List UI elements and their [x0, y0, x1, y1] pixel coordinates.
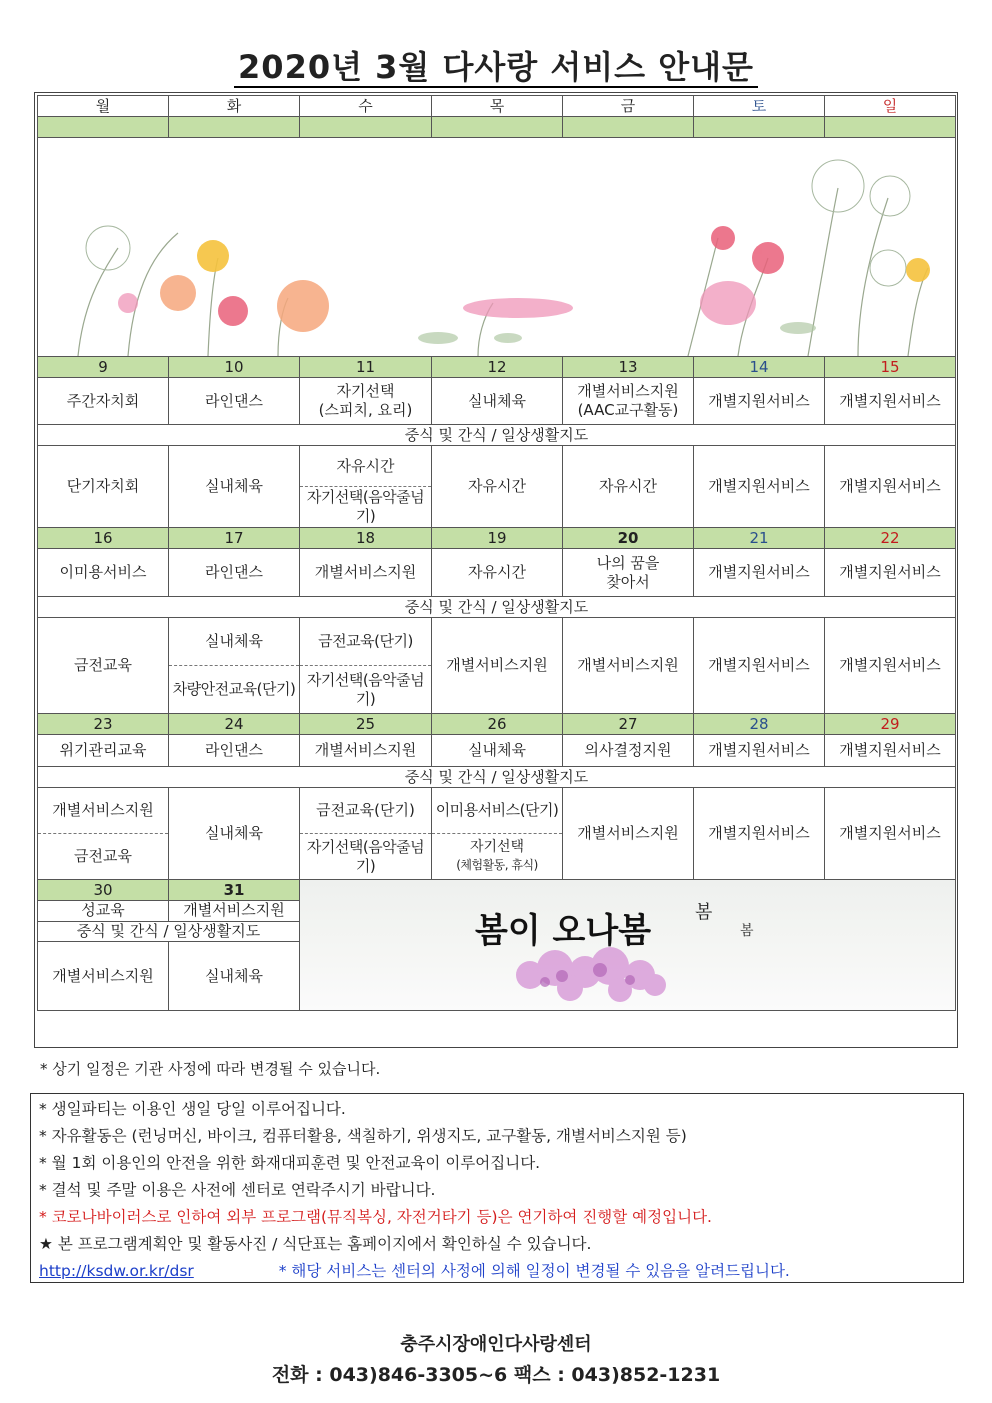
date-cell: 16: [38, 528, 169, 549]
activity-cell: 개별서비스지원: [563, 618, 694, 714]
date-cell: 15: [825, 357, 956, 378]
activity-cell: 금전교육: [38, 618, 169, 714]
activity-cell: 이미용서비스: [38, 549, 169, 597]
activity-cell: 개별서비스지원: [38, 942, 169, 1011]
notice-line: * 생일파티는 이용인 생일 당일 이루어집니다.: [39, 1100, 346, 1118]
activity-cell: 라인댄스: [169, 549, 300, 597]
date-cell: 28: [694, 714, 825, 735]
flower-illustration: [38, 138, 955, 356]
activity-cell: 개별지원서비스: [825, 378, 956, 425]
day-tue: 화: [169, 96, 300, 117]
activity-cell: 개별지원서비스: [825, 549, 956, 597]
activity-cell: 개별서비스지원: [38, 788, 169, 834]
date-cell: 25: [300, 714, 432, 735]
activity-cell: 개별서비스지원: [169, 900, 300, 921]
activity-cell: [300, 378, 432, 425]
activity-cell: 개별지원서비스: [694, 549, 825, 597]
contact-info: 전화 : 043)846-3305~6 팩스 : 043)852-1231: [271, 1364, 721, 1386]
activity-cell: [432, 834, 563, 880]
notice-line-warning: * 코로나바이러스로 인하여 외부 프로그램(뮤직복싱, 자전거타기 등)은 연기하여 진행할 예정입니다.: [39, 1208, 712, 1226]
activity-cell: 실내체육: [432, 735, 563, 767]
activity-cell: 자유시간: [563, 446, 694, 528]
date-cell: 22: [825, 528, 956, 549]
activity-cell: 개별지원서비스: [694, 735, 825, 767]
activity-cell: 개별지원서비스: [694, 446, 825, 528]
date-cell: 17: [169, 528, 300, 549]
date-cell: 24: [169, 714, 300, 735]
date-cell: 9: [38, 357, 169, 378]
date-cell: 14: [694, 357, 825, 378]
activity-cell: 개별지원서비스: [694, 788, 825, 880]
meal-row: 중식 및 간식 / 일상생활지도: [38, 425, 956, 446]
notice-line: * 결석 및 주말 이용은 사전에 센터로 연락주시기 바랍니다.: [39, 1181, 436, 1199]
activity-cell: 금전교육: [38, 834, 169, 880]
activity-cell: 개별지원서비스: [694, 618, 825, 714]
homepage-link[interactable]: http://ksdw.or.kr/dsr: [39, 1262, 194, 1280]
notice-box: [30, 1093, 964, 1283]
activity-cell: 자유시간: [432, 446, 563, 528]
week3-activities: [38, 735, 956, 767]
schedule-change-note: * 상기 일정은 기관 사정에 따라 변경될 수 있습니다.: [40, 1060, 381, 1078]
activity-cell: 개별지원서비스: [825, 618, 956, 714]
meal-row: 중식 및 간식 / 일상생활지도: [38, 921, 300, 942]
week2-dates: [38, 528, 956, 549]
activity-cell: 실내체육: [169, 788, 300, 880]
bom-small-2: 봄: [740, 923, 754, 939]
activity-cell: 자기선택(음악줄넘기): [300, 666, 432, 714]
date-cell: 30: [38, 880, 169, 901]
date-cell: 26: [432, 714, 563, 735]
week3-meal: [38, 767, 956, 788]
activity-text: 나의 꿈을: [596, 553, 660, 572]
activity-cell: 자유시간: [300, 446, 432, 487]
notice-line: * 자유활동은 (런닝머신, 바이크, 컴퓨터활용, 색칠하기, 위생지도, 교구활동, 개별서비스지원 등): [39, 1127, 687, 1145]
spring-banner: [300, 880, 955, 1010]
week2-activities: [38, 549, 956, 597]
activity-cell: 개별지원서비스: [825, 446, 956, 528]
week2-meal: [38, 597, 956, 618]
calendar-table: [37, 95, 956, 1011]
activity-cell: 개별서비스지원: [300, 735, 432, 767]
date-cell: 13: [563, 357, 694, 378]
activity-cell: 개별서비스지원: [432, 618, 563, 714]
date-cell: 18: [300, 528, 432, 549]
activity-cell: 실내체육: [432, 378, 563, 425]
day-sun: 일: [825, 96, 956, 117]
date-cell: 27: [563, 714, 694, 735]
date-cell: 20: [563, 528, 694, 549]
week1-activities: [38, 378, 956, 425]
link-note: * 해당 서비스는 센터의 사정에 의해 일정이 변경될 수 있음을 알려드립니다.: [278, 1262, 790, 1280]
activity-cell: [563, 378, 694, 425]
day-fri: 금: [563, 96, 694, 117]
date-cell: 31: [169, 880, 300, 901]
activity-cell: 실내체육: [169, 446, 300, 528]
activity-text: 자기선택: [469, 839, 525, 855]
activity-cell: 금전교육(단기): [300, 618, 432, 666]
activity-cell: 성교육: [38, 900, 169, 921]
date-cell: 29: [825, 714, 956, 735]
activity-text: 자기선택: [336, 382, 395, 401]
meal-row: 중식 및 간식 / 일상생활지도: [38, 597, 956, 618]
week3-dates: [38, 714, 956, 735]
link-line: [39, 1258, 955, 1285]
notice-line: ★ 본 프로그램계획안 및 활동사진 / 식단표는 홈페이지에서 확인하실 수 있습니다.: [39, 1235, 592, 1253]
activity-cell: 개별지원서비스: [694, 378, 825, 425]
activity-cell: 개별지원서비스: [825, 735, 956, 767]
activity-cell: [563, 549, 694, 597]
activity-cell: 금전교육(단기): [300, 788, 432, 834]
page-title: 2020년 3월 다사랑 서비스 안내문: [0, 42, 992, 88]
activity-cell: 위기관리교육: [38, 735, 169, 767]
activity-cell: 자기선택(음악줄넘기): [300, 834, 432, 880]
empty-green-row: [38, 117, 956, 138]
date-cell: 11: [300, 357, 432, 378]
activity-cell: 차량안전교육(단기): [169, 666, 300, 714]
weekday-header: [38, 96, 956, 117]
activity-text: (AAC교구활동): [577, 401, 679, 419]
org-name: 충주시장애인다사랑센터: [400, 1334, 592, 1355]
week1-meal: [38, 425, 956, 446]
activity-cell: 라인댄스: [169, 378, 300, 425]
week1-dates: [38, 357, 956, 378]
activity-cell: 라인댄스: [169, 735, 300, 767]
date-cell: 21: [694, 528, 825, 549]
activity-cell: 실내체육: [169, 942, 300, 1011]
day-sat: 토: [694, 96, 825, 117]
activity-text: 찾아서: [606, 572, 650, 591]
date-cell: 10: [169, 357, 300, 378]
activity-cell: 자유시간: [432, 549, 563, 597]
date-cell: 12: [432, 357, 563, 378]
activity-cell: 개별지원서비스: [825, 788, 956, 880]
activity-text: 개별서비스지원: [577, 382, 679, 401]
activity-cell: 단기자치회: [38, 446, 169, 528]
activity-cell: 자기선택(음악줄넘기): [300, 487, 432, 528]
activity-cell: 이미용서비스(단기): [432, 788, 563, 834]
activity-cell: 의사결정지원: [563, 735, 694, 767]
meal-row: 중식 및 간식 / 일상생활지도: [38, 767, 956, 788]
date-cell: 19: [432, 528, 563, 549]
activity-cell: 주간자치회: [38, 378, 169, 425]
day-thu: 목: [432, 96, 563, 117]
notice-line: * 월 1회 이용인의 안전을 위한 화재대피훈련 및 안전교육이 이루어집니다.: [39, 1154, 541, 1172]
date-cell: 23: [38, 714, 169, 735]
activity-cell: 개별서비스지원: [300, 549, 432, 597]
activity-text: (체험활동, 휴식): [456, 857, 538, 872]
day-mon: 월: [38, 96, 169, 117]
bom-text: 봄이 오나봄: [475, 911, 652, 951]
activity-text: (스피치, 요리): [318, 401, 413, 419]
bom-small-1: 봄: [695, 902, 713, 923]
activity-cell: 개별서비스지원: [563, 788, 694, 880]
activity-cell: 실내체육: [169, 618, 300, 666]
day-wed: 수: [300, 96, 432, 117]
